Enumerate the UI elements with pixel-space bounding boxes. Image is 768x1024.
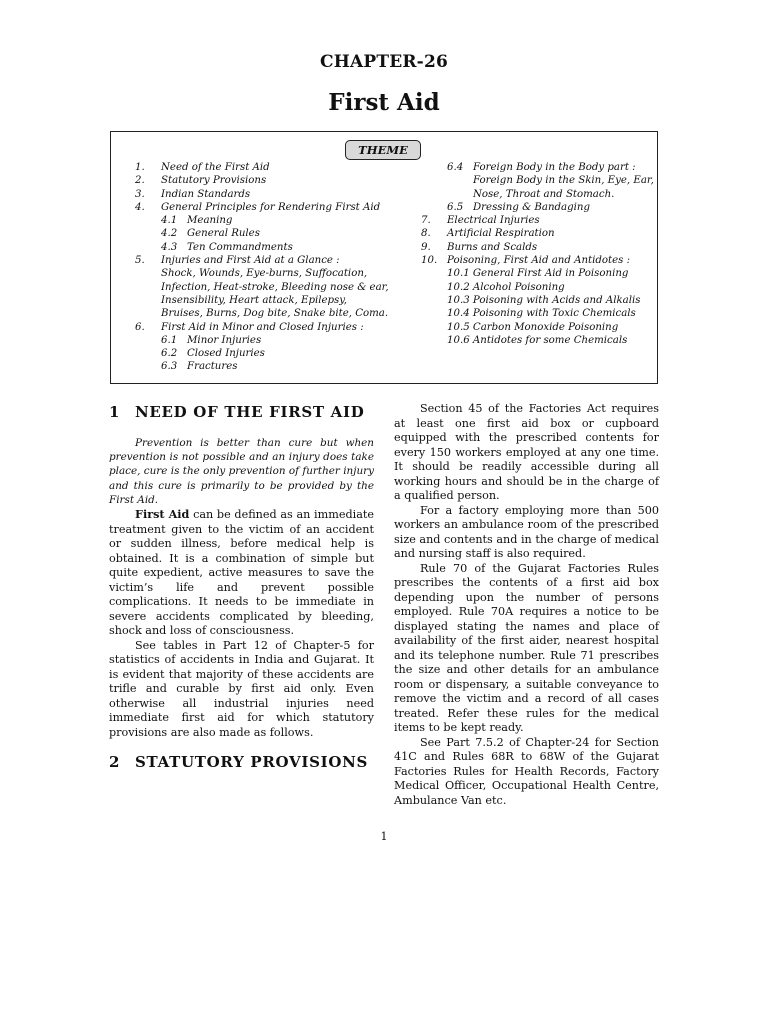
theme-item-text: Injuries and First Aid at a Glance : [161, 255, 340, 267]
section-number: 2 [109, 753, 121, 772]
theme-item-number [421, 334, 447, 347]
paragraph: For a factory employing more than 500 workers an ambulance room of the prescribed size and contents and in the charge of medical and nursing staff is also required. [394, 503, 659, 560]
theme-item-number: 6.3 [161, 361, 178, 373]
section-heading [109, 402, 374, 422]
theme-item [135, 307, 405, 320]
theme-item-number [135, 294, 161, 307]
theme-item [135, 174, 405, 187]
theme-item-number: 10. [421, 255, 438, 267]
theme-item [135, 227, 405, 240]
paragraph: See Part 7.5.2 of Chapter-24 for Section 41C and Rules 68R to 68W of the Gujarat Factories Rules for Health Records, Factory Medical Officer, Occupational Health Centre, Ambulance Van etc. [394, 735, 659, 807]
theme-item [421, 267, 657, 280]
theme-item-text: Ten Commandments [187, 241, 293, 253]
chapter-title: First Aid [328, 89, 440, 116]
theme-item [135, 321, 405, 334]
section-title: NEED OF THE FIRST AID [135, 403, 365, 421]
theme-item [135, 201, 405, 214]
left-column [109, 402, 374, 786]
theme-item-number: 4.3 [161, 241, 178, 253]
theme-item-number: 7. [421, 215, 431, 227]
page-number: 1 [380, 830, 388, 843]
theme-item-text: Insensibility, Heart attack, Epilepsy, [161, 294, 347, 306]
theme-item [135, 281, 405, 294]
theme-item-text: Foreign Body in the Skin, Eye, Ear, [473, 175, 654, 187]
theme-label: THEME [345, 140, 421, 160]
theme-item-number [421, 321, 447, 334]
theme-item-number: 6.5 [447, 201, 464, 213]
theme-item [421, 254, 657, 267]
section-title: STATUTORY PROVISIONS [135, 753, 369, 772]
theme-item-number: 3. [135, 188, 145, 200]
theme-item-text: Foreign Body in the Body part : [473, 162, 636, 173]
theme-item-number: 8. [421, 228, 431, 240]
theme-item-number: 6.4 [447, 162, 464, 173]
theme-item [421, 188, 657, 201]
theme-list-right [421, 161, 657, 347]
theme-item-text: Poisoning, First Aid and Antidotes : [447, 255, 631, 267]
theme-item-number [421, 294, 447, 307]
right-column [394, 402, 659, 808]
section-heading [109, 752, 374, 772]
theme-item-text: Closed Injuries [187, 348, 265, 360]
theme-item-text: Dressing & Bandaging [473, 201, 590, 213]
theme-item [135, 267, 405, 280]
theme-item-number [421, 267, 447, 280]
theme-item-text: Fractures [187, 361, 238, 373]
theme-item [421, 321, 657, 334]
theme-item-text: 10.1 General First Aid in Poisoning [447, 268, 629, 280]
theme-item-number [135, 307, 161, 320]
theme-item-number: 4.2 [161, 228, 178, 240]
theme-item [421, 161, 657, 174]
theme-item-number: 5. [135, 255, 145, 267]
theme-item-number [421, 307, 447, 320]
theme-item-number: 9. [421, 241, 431, 253]
theme-item [135, 294, 405, 307]
theme-item-number [135, 281, 161, 294]
theme-item-number: 4. [135, 201, 145, 213]
theme-item [421, 201, 657, 214]
theme-item-text: 10.3 Poisoning with Acids and Alkalis [447, 294, 641, 306]
theme-item-text: Statutory Provisions [161, 175, 267, 187]
theme-box [110, 131, 658, 384]
theme-item-text: 10.4 Poisoning with Toxic Chemicals [447, 308, 636, 320]
theme-item-text: 10.2 Alcohol Poisoning [447, 281, 565, 293]
intro-quote: Prevention is better than cure but when prevention is not possible and an injury does take place, cure is the only prevention of further injury and this cure is primarily to be provided by the First Aid. [109, 437, 374, 506]
paragraph: Rule 70 of the Gujarat Factories Rules prescribes the contents of a first aid box depending upon the number of persons employed. Rule 70A requires a notice to be displayed stating the names and place of availability of the first aider, nearest hospital and its telephone number. Rule 71 prescribes the size and other details for an ambulance room or dispensary, a suitable conveyance to remove the victim and a record of all cases treated. Refer these rules for the medical items to be kept ready. [394, 561, 659, 734]
section-number: 1 [109, 403, 121, 421]
theme-item-text: Need of the First Aid [161, 162, 270, 173]
chapter-number: CHAPTER-26 [319, 52, 448, 72]
theme-item [421, 307, 657, 320]
theme-item [135, 334, 405, 347]
theme-item-text: Minor Injuries [187, 334, 262, 346]
theme-item-text: Indian Standards [161, 188, 251, 200]
paragraph-text: can be defined as an immediate treatment given to the victim of an accident or sudden illness, before medical help is obtained. It is a combination of simple but quite expedient, active measures to save the victim’s life and prevent possible complications. It needs to be immediate in severe accidents complicated by bleeding, shock and loss of consciousness. [109, 508, 374, 638]
theme-item-text: Meaning [187, 215, 233, 227]
paragraph [109, 507, 374, 639]
theme-item-text: Shock, Wounds, Eye-burns, Suffocation, [161, 268, 368, 280]
theme-item-number: 6.2 [161, 348, 178, 360]
theme-item-text: Artificial Respiration [447, 228, 555, 240]
theme-item-number [135, 267, 161, 280]
theme-item-number: 6.1 [161, 334, 178, 346]
theme-item-text: Electrical Injuries [447, 215, 540, 227]
theme-item [421, 214, 657, 227]
theme-item-text: Burns and Scalds [447, 241, 538, 253]
theme-item-text: Nose, Throat and Stomach. [473, 188, 615, 200]
theme-item [421, 281, 657, 294]
theme-item-number: 1. [135, 162, 145, 173]
theme-item [421, 334, 657, 347]
theme-item [135, 254, 405, 267]
theme-item-number: 4.1 [161, 215, 178, 227]
theme-item [135, 214, 405, 227]
paragraph: Section 45 of the Factories Act requires at least one first aid box or cupboard equipped with the prescribed contents for every 150 workers employed at any one time. It should be readily accessible during all working hours and should be in the charge of a qualified person. [394, 402, 659, 502]
theme-item-number: 6. [135, 321, 145, 333]
theme-item-number [421, 281, 447, 294]
theme-item [135, 161, 405, 174]
paragraph: See tables in Part 12 of Chapter-5 for statistics of accidents in India and Gujarat. It is evident that majority of these accidents are trifle and curable by first aid only. Even otherwise all industrial injuries need immediate first aid for which statutory provisions are also made as follows. [109, 638, 374, 739]
theme-item-text: Infection, Heat-stroke, Bleeding nose & ear, [161, 281, 389, 293]
defined-term: First Aid [135, 507, 190, 522]
theme-item [135, 188, 405, 201]
theme-item-number: 2. [135, 175, 145, 187]
theme-item [421, 294, 657, 307]
theme-item [421, 174, 657, 187]
theme-item-text: General Rules [187, 228, 260, 240]
theme-item-text: 10.6 Antidotes for some Chemicals [447, 334, 628, 346]
theme-list-left [135, 161, 405, 374]
theme-item-text: First Aid in Minor and Closed Injuries : [161, 321, 364, 333]
theme-item-text: General Principles for Rendering First Aid [161, 201, 381, 213]
theme-item [421, 227, 657, 240]
theme-item [135, 360, 405, 373]
theme-item [421, 241, 657, 254]
theme-item [135, 347, 405, 360]
theme-item-text: 10.5 Carbon Monoxide Poisoning [447, 321, 619, 333]
theme-item-text: Bruises, Burns, Dog bite, Snake bite, Coma. [161, 308, 389, 320]
theme-item [135, 241, 405, 254]
